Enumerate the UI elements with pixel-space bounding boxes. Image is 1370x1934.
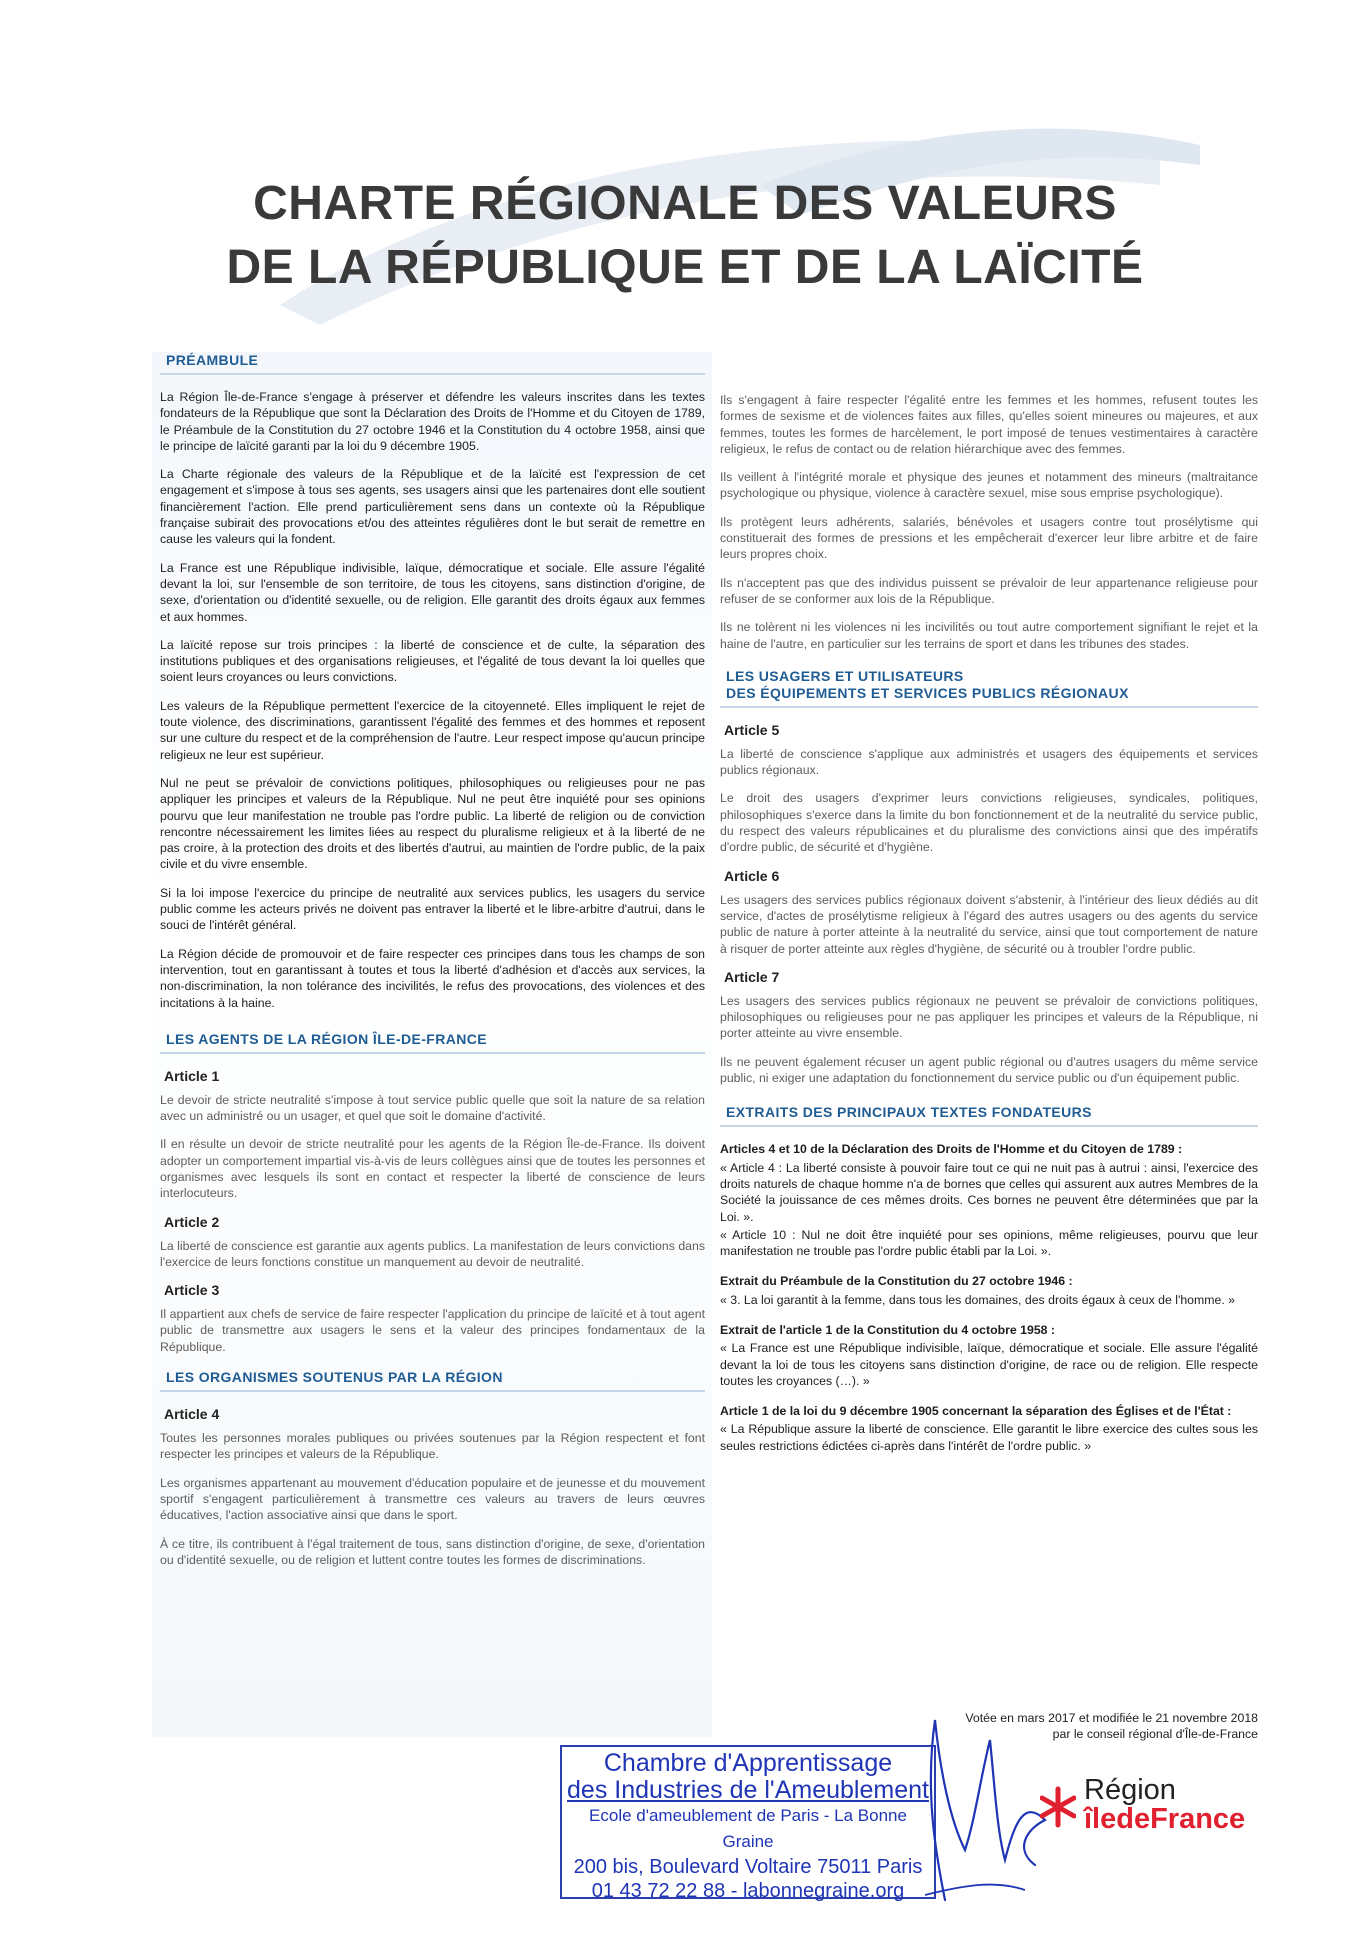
stamp-line-1: Chambre d'Apprentissage <box>603 1749 893 1777</box>
preambule-paragraph: La laïcité repose sur trois principes : la liberté de conscience et de culte, la séparation des institutions publiques et des organisations religieuses, et l'égalité de tous devant la loi quelles que soient leurs croyances ou leurs convictions. <box>160 637 705 685</box>
stamp-line-3: Ecole d'ameublement de Paris - La Bonne Graine <box>589 1806 907 1851</box>
section-heading-organismes: LES ORGANISMES SOUTENUS PAR LA RÉGION <box>160 1369 705 1392</box>
extrait-title: Article 1 de la loi du 9 décembre 1905 concernant la séparation des Églises et de l'État : <box>720 1404 1232 1419</box>
title-line-2: DE LA RÉPUBLIQUE ET DE LA LAÏCITÉ <box>226 241 1144 294</box>
article-5-title: Article 5 <box>724 721 780 738</box>
section-heading-agents: LES AGENTS DE LA RÉGION ÎLE-DE-FRANCE <box>160 1031 705 1054</box>
preambule-paragraph: La France est une République indivisible, laïque, démocratique et sociale. Elle assure l'égalité devant la loi, sur l'ensemble de son territoire, de tous les citoyens, sans distinction d'origine, de sexe, d'orientation ou d'identité sexuelle, ou de religion. Elle garantit des droits égaux aux femmes et aux hommes. <box>160 560 705 624</box>
article-4-paragraph: À ce titre, ils contribuent à l'égal traitement de tous, sans distinction d'origine, de sexe, d'orientation ou d'identité sexuelle, ou de religion et luttent contre toutes les formes de discriminations. <box>160 1536 705 1567</box>
extrait-block <box>720 1322 1258 1389</box>
right-column <box>720 392 1258 1468</box>
extrait-block <box>720 1141 1258 1259</box>
usagers-heading-line-1: LES USAGERS ET UTILISATEURS <box>726 667 964 684</box>
article-3-title: Article 3 <box>164 1282 220 1299</box>
article-1-title: Article 1 <box>164 1067 220 1084</box>
article-7-paragraph: Les usagers des services publics régionaux ne peuvent se prévaloir de convictions politiques, philosophiques ou religieuses pour ne pas appliquer les principes et valeurs de la République, ni porter atteinte au vivre ensemble. <box>720 993 1258 1041</box>
article-5-paragraph: Le droit des usagers d'exprimer leurs convictions religieuses, syndicales, politiques, philosophiques s'exerce dans la limite du bon fonctionnement et de la neutralité du service public, du respect des valeurs républicaines et du pluralisme des convictions ainsi que des impératifs d'ordre public, de sécurité et d'hygiène. <box>720 791 1258 855</box>
organismes-continued-paragraph: Ils s'engagent à faire respecter l'égalité entre les femmes et les hommes, refusent toutes les formes de sexisme et de violences faites aux filles, qu'elles soient mineures ou majeures, et aux femmes, toutes les formes de harcèlement, le port imposé de tenues vestimentaires à caractère religieux, le refus de contact ou de relation hiérarchique avec des femmes. <box>720 393 1258 456</box>
usagers-heading-line-2: DES ÉQUIPEMENTS ET SERVICES PUBLICS RÉGIONAUX <box>726 684 1129 701</box>
preambule-paragraph: Les valeurs de la République permettent l'exercice de la citoyenneté. Elles impliquent le rejet de toute violence, des discriminations, garantissent l'égalité des femmes et des hommes et reposent sur une culture du respect et de la compréhension de l'autre. Leur respect impose qu'aucun principe religieux ne leur est supérieur. <box>160 698 705 762</box>
article-2-title: Article 2 <box>164 1213 220 1230</box>
organismes-continued-paragraph: Ils protègent leurs adhérents, salariés, bénévoles et usagers contre tout prosélytisme qui constituerait des formes de pressions et les empêcherait d'exercer leur libre arbitre et de faire leurs propres choix. <box>720 514 1258 562</box>
extrait-block <box>720 1403 1258 1454</box>
extrait-title: Extrait de l'article 1 de la Constitution du 4 octobre 1958 : <box>720 1322 1056 1337</box>
article-1-paragraph: Le devoir de stricte neutralité s'impose à tout service public quelle que soit la nature de sa relation avec un administré ou un usager, et quel que soit le domaine d'activité. <box>160 1092 705 1124</box>
vote-line-1: Votée en mars 2017 et modifiée le 21 novembre 2018 <box>965 1711 1258 1725</box>
extrait-quote: « Article 4 : La liberté consiste à pouvoir faire tout ce qui ne nuit pas à autrui : ainsi, l'exercice des droits naturels de chaque homme n'a de bornes que celles qui assurent aux autres Membres de la Société la jouissance de ces mêmes droits. Ces bornes ne peuvent être déterminées que par la Loi. ». <box>720 1160 1258 1224</box>
preambule-paragraph: Si la loi impose l'exercice du principe de neutralité aux services publics, les usagers du service public comme les acteurs privés ne doivent pas entraver la liberté et le libre-arbitre d'autrui, dans le souci de l'intérêt général. <box>160 885 705 933</box>
organismes-continued-paragraph: Ils veillent à l'intégrité morale et physique des jeunes et notamment des mineurs (maltraitance psychologique ou physique, violence à caractère sexuel, mise sous emprise psychologique). <box>720 470 1258 501</box>
extrait-quote: « Article 10 : Nul ne doit être inquiété pour ses opinions, même religieuses, pourvu que leur manifestation ne trouble pas l'ordre public établi par la Loi. ». <box>720 1227 1258 1259</box>
extrait-title: Extrait du Préambule de la Constitution du 27 octobre 1946 : <box>720 1274 1073 1289</box>
stamp-line-2: des Industries de l'Ameublement <box>567 1776 929 1804</box>
article-3-paragraph: Il appartient aux chefs de service de faire respecter l'application du principe de laïcité et à tout agent public de transmettre aux usagers le sens et la valeur des principes fondamentaux de la République. <box>160 1307 705 1354</box>
preambule-paragraph: La Région Île-de-France s'engage à préserver et défendre les valeurs inscrites dans les textes fondateurs de la République que sont la Déclaration des Droits de l'Homme et du Citoyen de 1789, le Préambule de la Constitution du 27 octobre 1946 et la Constitution du 4 octobre 1958, ainsi que le principe de laïcité garanti par la loi du 9 décembre 1905. <box>160 390 705 453</box>
vote-line-2: par le conseil régional d'Île-de-France <box>1052 1727 1258 1741</box>
extrait-block <box>720 1273 1258 1308</box>
logo-idf-word: îledeFrance <box>1084 1803 1246 1835</box>
article-7-title: Article 7 <box>724 968 780 985</box>
logo-region-word: Région <box>1084 1774 1176 1806</box>
organismes-continued-paragraph: Ils ne tolèrent ni les violences ni les incivilités ou tout autre comportement signifiant le rejet et la haine de l'autre, en particulier sur les terrains de sport et dans les tribunes des stades. <box>720 620 1258 651</box>
school-stamp <box>560 1745 936 1902</box>
extrait-title: Articles 4 et 10 de la Déclaration des Droits de l'Homme et du Citoyen de 1789 : <box>720 1142 1183 1157</box>
article-4-paragraph: Toutes les personnes morales publiques ou privées soutenues par la Région respectent et font respecter les principes et valeurs de la République. <box>160 1431 705 1462</box>
preambule-paragraph: La Région décide de promouvoir et de faire respecter ces principes dans tous les champs de son intervention, tout en garantissant à toutes et tous la liberté d'adhésion et d'accès aux services, la non-discrimination, la non tolérance des incivilités, le refus des provocations, des violences et des incitations à la haine. <box>160 946 705 1010</box>
extrait-quote: « La République assure la liberté de conscience. Elle garantit le libre exercice des cultes sous les seules restrictions édictées ci-après dans l'intérêt de l'ordre public. » <box>720 1422 1258 1453</box>
article-7-paragraph: Ils ne peuvent également récuser un agent public régional ou d'autres usagers du même service public, ni exiger une adaptation du fonctionnement du service public ou d'un équipement public. <box>720 1054 1258 1086</box>
section-heading-preambule: PRÉAMBULE <box>160 352 705 375</box>
page-title <box>0 172 1370 300</box>
extrait-quote: « 3. La loi garantit à la femme, dans tous les domaines, des droits égaux à ceux de l'homme. » <box>720 1292 1236 1307</box>
preambule-paragraph: La Charte régionale des valeurs de la République et de la laïcité est l'expression de cet engagement et s'impose à tous ses agents, ses usagers ainsi que les partenaires dont elle soutient financièrement l'action. Elle prend particulièrement sens dans un contexte où la République française subirait des provocations et/ou des atteintes régulières dont le but serait de remettre en cause les valeurs qui la fondent. <box>160 467 705 547</box>
preambule-paragraph: Nul ne peut se prévaloir de convictions politiques, philosophiques ou religieuses pour ne pas appliquer les principes et valeurs de la République. Nul ne peut être inquiété pour ses opinions pourvu que leur manifestation ne trouble pas l'ordre public. La liberté de religion ou de conviction rencontre nécessairement les limites liées au respect du pluralisme religieux et à la liberté de ne pas croire, à la protection des droits et des libertés d'autrui, au maintien de l'ordre public, de la paix civile et du vivre ensemble. <box>160 775 705 872</box>
left-column <box>160 352 705 1580</box>
extrait-quote: « La France est une République indivisible, laïque, démocratique et sociale. Elle assure l'égalité devant la loi de tous les citoyens sans distinction d'origine, de race ou de religion. Elle respecte toutes les croyances (…). » <box>720 1341 1258 1388</box>
organismes-continued-paragraph: Ils n'acceptent pas que des individus puissent se prévaloir de leur appartenance religieuse pour refuser de se conformer aux lois de la République. <box>720 575 1258 606</box>
title-line-1: CHARTE RÉGIONALE DES VALEURS <box>253 177 1117 230</box>
section-heading-extraits: EXTRAITS DES PRINCIPAUX TEXTES FONDATEURS <box>720 1104 1258 1127</box>
stamp-line-4: 200 bis, Boulevard Voltaire 75011 Paris <box>573 1856 923 1878</box>
region-ile-de-france-logo <box>1040 1775 1270 1835</box>
article-4-title: Article 4 <box>164 1406 220 1423</box>
article-1-paragraph: Il en résulte un devoir de stricte neutralité pour les agents de la Région Île-de-France. Ils doivent adopter un comportement impartial vis-à-vis de leurs collègues ainsi que de toutes les personnes et organismes avec lesquels ils sont en contact et respecter la liberté de conscience de leurs interlocuteurs. <box>160 1137 705 1201</box>
section-heading-usagers <box>720 668 1258 708</box>
star-icon <box>1040 1783 1076 1831</box>
article-6-paragraph: Les usagers des services publics régionaux doivent s'abstenir, à l'intérieur des lieux dédiés au dit service, d'actes de prosélytisme religieux à l'égard des autres usagers ou des agents du service public de nature à porter atteinte à la neutralité du service, ainsi que tout comportement de nature à risquer de porter atteinte aux règles d'hygiène, de sécurité ou à troubler l'ordre public. <box>720 892 1258 956</box>
article-5-paragraph: La liberté de conscience s'applique aux administrés et usagers des équipements et services publics régionaux. <box>720 746 1258 778</box>
handwritten-signature <box>905 1700 1055 1910</box>
article-2-paragraph: La liberté de conscience est garantie aux agents publics. La manifestation de leurs convictions dans l'exercice de leurs fonctions constitue un manquement au devoir de neutralité. <box>160 1238 705 1269</box>
stamp-line-5: 01 43 72 22 88 - labonnegraine.org <box>591 1880 905 1902</box>
article-6-title: Article 6 <box>724 867 780 884</box>
article-4-paragraph: Les organismes appartenant au mouvement d'éducation populaire et de jeunesse et du mouvement sportif s'engagent particulièrement à transmettre ces valeurs au travers de leurs œuvres éducatives, l'action associative ainsi que dans le sport. <box>160 1475 705 1523</box>
